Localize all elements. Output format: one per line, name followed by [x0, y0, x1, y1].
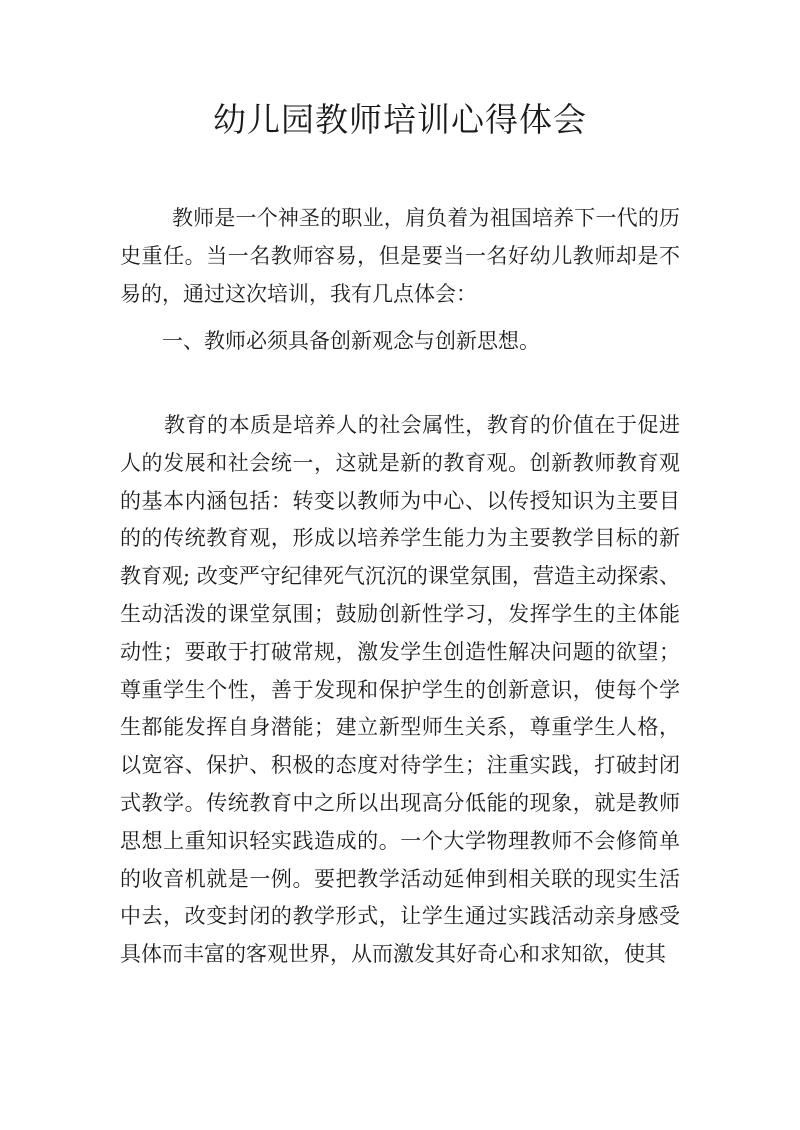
body-paragraph: 教育的本质是培养人的社会属性，教育的价值在于促进人的发展和社会统一，这就是新的教育观。创新教师教育观的基本内涵包括：转变以教师为中心、以传授知识为主要目的的传统教育观，形成以培养学生能力为主要教学目标的新教育观; 改变严守纪律死气沉沉的课堂氛围，营造主动探索、生动活泼的课堂氛围；鼓励创新性学习，发挥学生的主体能动性；要敢于打破常规，激发学生创造性解决问题的欲望；尊重学生个性，善于发现和保护学生的创新意识，使每个学生都能发挥自身潜能；建立新型师生关系，尊重学生人格，以宽容、保护、积极的态度对待学生；注重实践，打破封闭式教学。传统教育中之所以出现高分低能的现象，就是教师思想上重知识轻实践造成的。一个大学物理教师不会修简单的收音机就是一例。要把教学活动延伸到相关联的现实生活中去，改变封闭的教学形式，让学生通过实践活动亲身感受具体而丰富的客观世界，从而激发其好奇心和求知欲，使其: [120, 413, 680, 967]
document-title: 幼儿园教师培训心得体会: [213, 100, 587, 139]
section-heading-1: 一、教师必须具备创新观念与创新思想。: [162, 329, 540, 353]
intro-paragraph: 教师是一个神圣的职业，肩负着为祖国培养下一代的历史重任。当一名教师容易，但是要当一名好幼儿教师却是不易的，通过这次培训，我有几点体会：: [120, 206, 680, 306]
